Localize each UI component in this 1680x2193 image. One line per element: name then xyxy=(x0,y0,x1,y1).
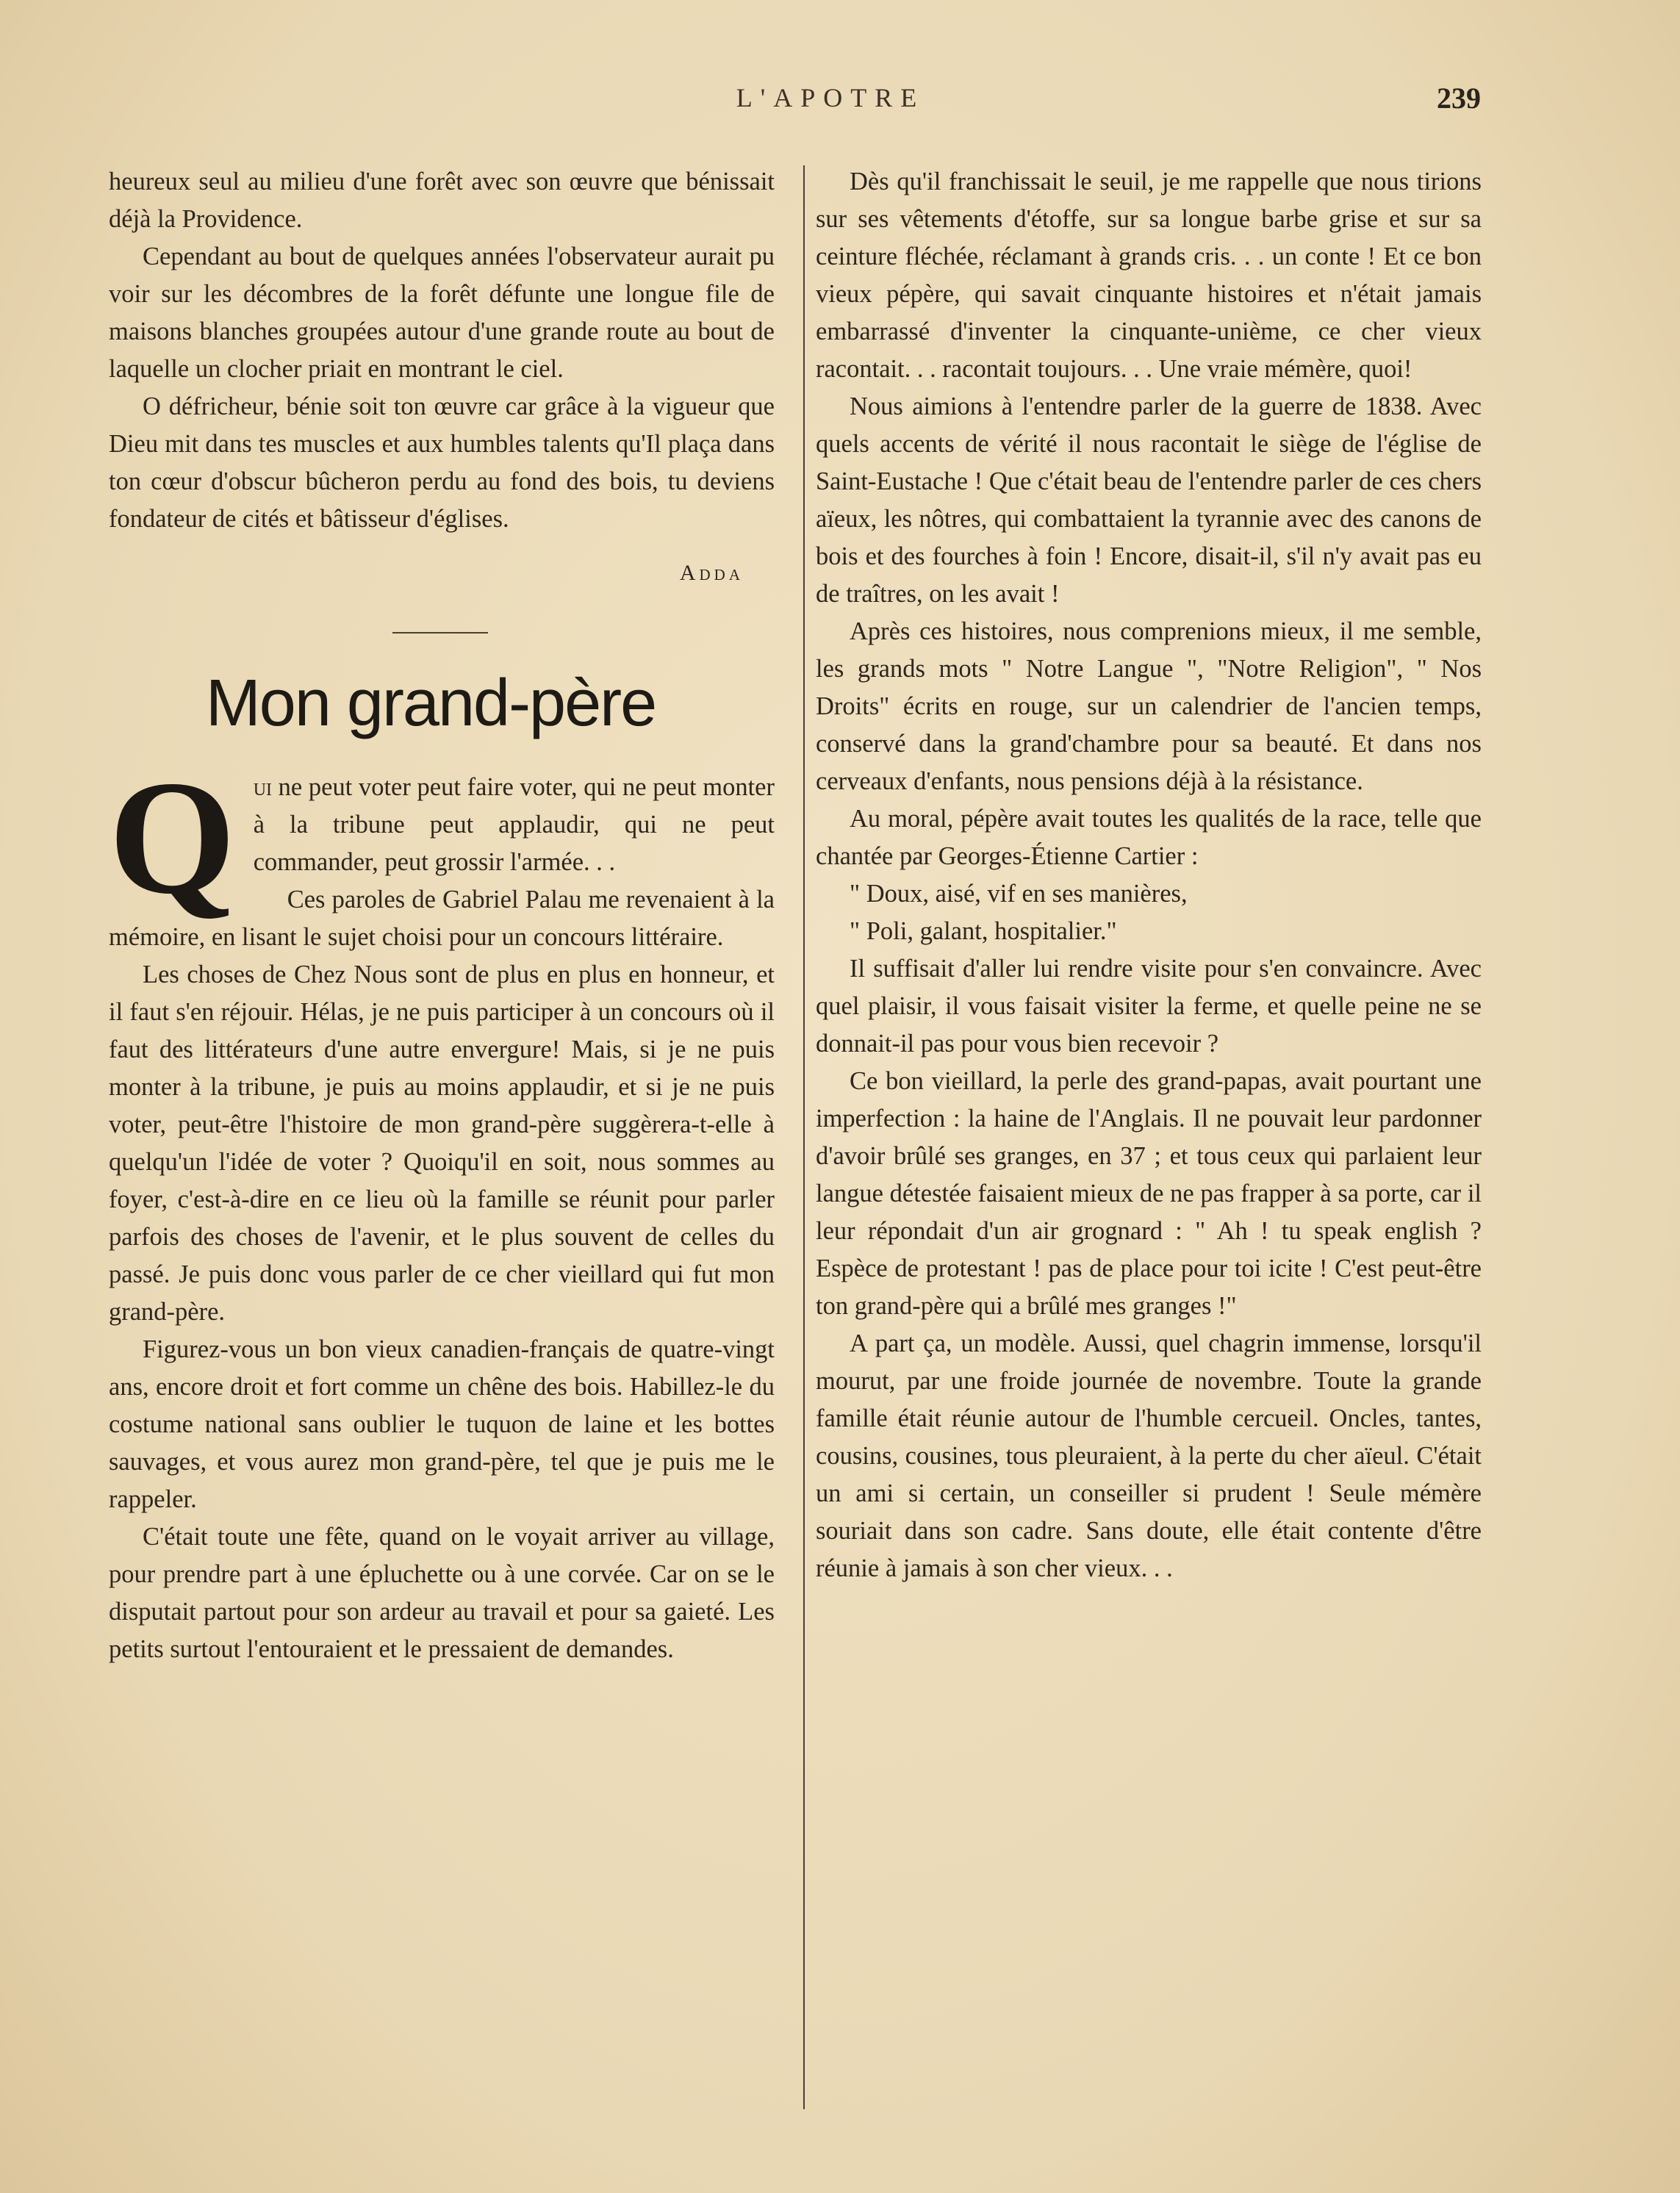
author-signature: Adda xyxy=(679,561,744,585)
paragraph: Ces paroles de Gabriel Palau me revenaient à la mémoire, en lisant le sujet choisi pour un concours littéraire. xyxy=(109,886,775,951)
right-column xyxy=(816,163,1482,1587)
drop-cap: Q xyxy=(109,747,236,928)
paragraph: Nous aimions à l'entendre parler de la guerre de 1838. Avec quels accents de vérité il nous racontait le siège de l'église de Saint-Eustache ! Que c'était beau de l'entendre parler de ces chers aïeux, les nôtres, qui combattaient la tyrannie avec des canons de bois et des fourches à foin ! Encore, disait-il, s'il n'y avait pas eu de traîtres, on les avait ! xyxy=(816,392,1482,608)
opening-rest: ne peut voter peut faire voter, qui ne peut monter à la tribune peut applaudir, qui ne peut commander, peut grossir l'armée. . . xyxy=(253,773,775,876)
paragraph: Ce bon vieillard, la perle des grand-papas, avait pourtant une imperfection : la haine de l'Anglais. Il ne pouvait leur pardonner d'avoir brûlé ses granges, en 37 ; et tous ceux qui parlaient leur langue détestée faisaient mieux de ne pas frapper à sa porte, car il leur répondait d'un air grognard : " Ah ! tu speak english ? Espèce de protestant ! pas de place pour toi icite ! C'est peut-être ton grand-père qui a brûlé mes granges !" xyxy=(816,1067,1482,1320)
paragraph: Dès qu'il franchissait le seuil, je me rappelle que nous tirions sur ses vêtements d'étoffe, sur sa longue barbe grise et sur sa ceinture fléchée, réclamant à grands cris. . . un conte ! Et ce bon vieux pépère, qui savait cinquante histoires et n'était jamais embarrassé d'inventer la cinquante-unième, ce cher vieux racontait. . . racontait toujours. . . Une vraie mémère, quoi! xyxy=(816,168,1482,383)
left-column xyxy=(109,163,775,1668)
verse-line: " Poli, galant, hospitalier." xyxy=(850,917,1117,945)
paragraph: Au moral, pépère avait toutes les qualités de la race, telle que chantée par Georges-Étienne Cartier : xyxy=(816,805,1482,870)
paragraph: Les choses de Chez Nous sont de plus en plus en honneur, et il faut s'en réjouir. Hélas, je ne puis participer à un concours où il faut des littérateurs d'une autre envergure! Mais, si je ne puis monter à la tribune, je puis au moins applaudir, et si je ne puis voter, peut-être l'histoire de mon grand-père suggèrera-t-elle à quelqu'un l'idée de voter ? Quoiqu'il en soit, nous sommes au foyer, c'est-à-dire en ce lieu où la famille se réunit pour parler parfois des choses de l'avenir, et le plus souvent de celles du passé. Je puis donc vous parler de ce cher vieillard qui fut mon grand-père. xyxy=(109,961,775,1326)
section-separator xyxy=(392,632,488,634)
paragraph: Cependant au bout de quelques années l'observateur aurait pu voir sur les décombres de la forêt défunte une longue file de maisons blanches groupées autour d'une grande route au bout de laquelle un clocher priait en montrant le ciel. xyxy=(109,243,775,383)
lead-word: ui xyxy=(253,773,273,801)
paragraph: O défricheur, bénie soit ton œuvre car grâce à la vigueur que Dieu mit dans tes muscles et aux humbles talents qu'Il plaça dans ton cœur d'obscur bûcheron perdu au fond des bois, tu deviens fondateur de cités et bâtisseur d'églises. xyxy=(109,392,775,533)
paragraph-continued: heureux seul au milieu d'une forêt avec son œuvre que bénissait déjà la Providence. xyxy=(109,168,775,233)
column-divider xyxy=(803,165,805,2109)
article-title: Mon grand-père xyxy=(205,667,656,740)
paragraph: Il suffisait d'aller lui rendre visite pour s'en convaincre. Avec quel plaisir, il vous faisait visiter la ferme, et quelle peine ne se donnait-il pas pour vous bien recevoir ? xyxy=(816,955,1482,1058)
page-number: 239 xyxy=(1437,82,1481,115)
paragraph: Après ces histoires, nous comprenions mieux, il me semble, les grands mots " Notre Langue ", "Notre Religion", " Nos Droits" écrits en rouge, sur un calendrier de l'ancien temps, conservé dans la grand'chambre pour sa beauté. Et dans nos cerveaux d'enfants, nous pensions déjà à la résistance. xyxy=(816,617,1482,795)
paragraph: A part ça, un modèle. Aussi, quel chagrin immense, lorsqu'il mourut, par une froide journée de novembre. Toute la grande famille était réunie autour de l'humble cercueil. Oncles, tantes, cousins, cousines, tous pleuraient, à la perte du cher aïeul. C'était un ami si certain, un conseiller si prudent ! Seule mémère souriait dans son cadre. Sans doute, elle était contente d'être réunie à jamais à son cher vieux. . . xyxy=(816,1329,1482,1582)
paragraph: C'était toute une fête, quand on le voyait arriver au village, pour prendre part à une épluchette ou à une corvée. Car on se le disputait partout pour son ardeur au travail et pour sa gaieté. Les petits surtout l'entouraient et le pressaient de demandes. xyxy=(109,1523,775,1663)
paragraph: Figurez-vous un bon vieux canadien-français de quatre-vingt ans, encore droit et fort comme un chêne des bois. Habillez-le du costume national sans oublier le tuquon de laine et les bottes sauvages, et vous aurez mon grand-père, tel que je puis me le rappeler. xyxy=(109,1335,775,1513)
verse-line: " Doux, aisé, vif en ses manières, xyxy=(850,880,1188,908)
running-title: L'APOTRE xyxy=(736,83,925,112)
